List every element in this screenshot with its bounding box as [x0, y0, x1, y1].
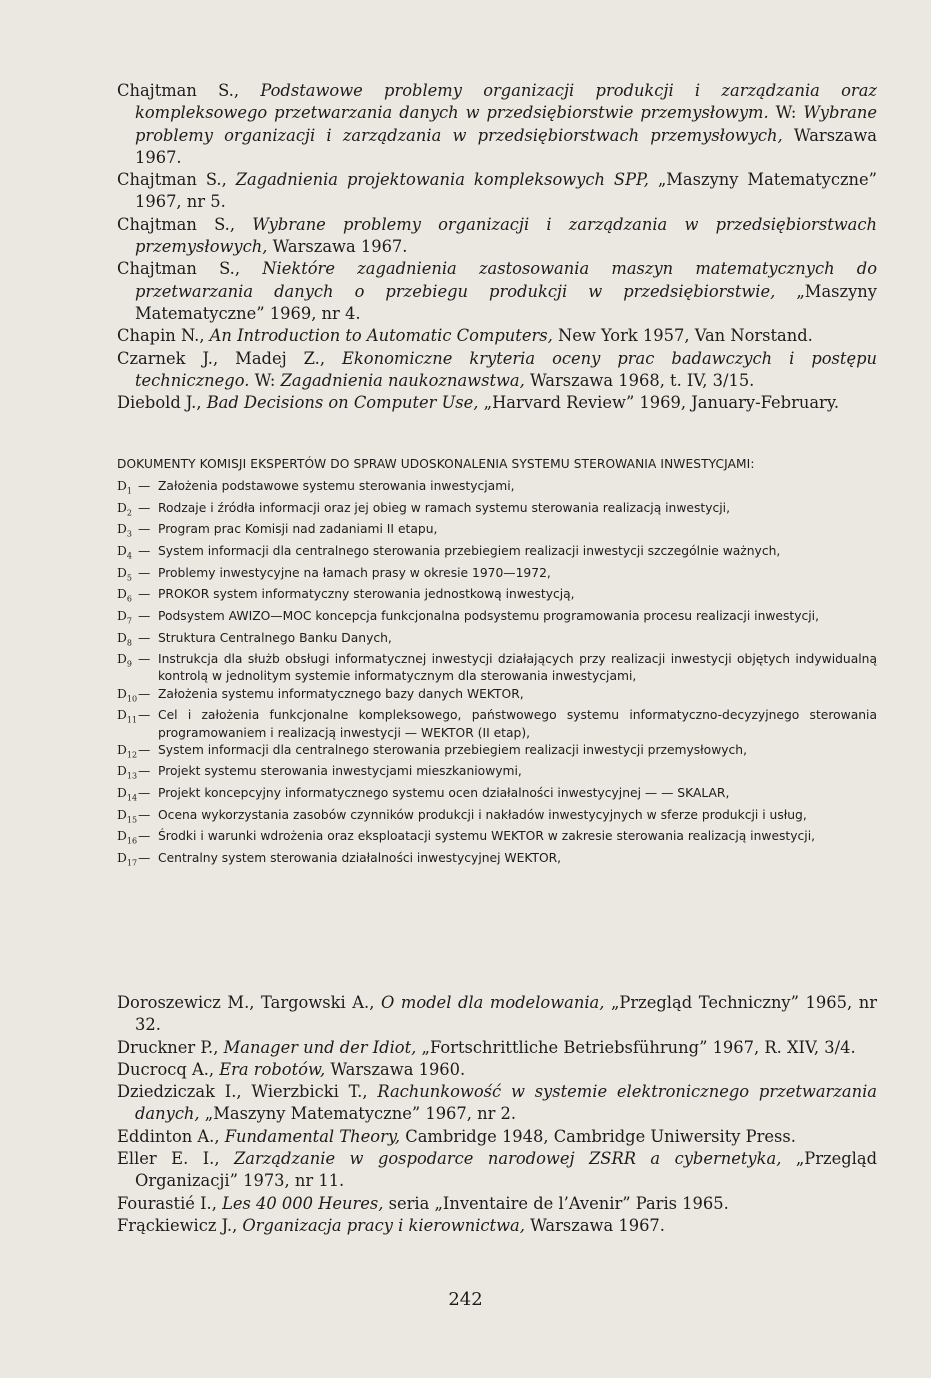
document-dash: — [138, 807, 151, 822]
document-entry [117, 478, 877, 500]
reference-entry [117, 325, 877, 347]
reference-details: Warszawa 1967. [267, 237, 408, 257]
document-dash: — [138, 522, 151, 537]
document-code [117, 543, 138, 565]
document-entry [117, 707, 877, 741]
document-dash: — [138, 500, 151, 515]
document-dash: — [138, 851, 151, 865]
reference-author: Druckner P., [117, 1037, 224, 1057]
document-code-letter: D [117, 786, 127, 801]
document-code [117, 630, 138, 652]
document-description: Struktura Centralnego Banku Danych, [158, 630, 392, 645]
document-entry [117, 543, 877, 565]
document-code [117, 586, 138, 608]
document-description: Projekt koncepcyjny informatycznego systemu ocen działalności inwestycyjnej — — SKALAR, [158, 786, 730, 801]
document-code-letter: D [117, 742, 127, 757]
document-description: Założenia systemu informatycznego bazy danych WEKTOR, [158, 686, 524, 701]
document-code [117, 850, 138, 872]
document-code-number: 5 [126, 573, 132, 583]
document-entry [117, 785, 877, 807]
reference-author: Diebold J., [117, 393, 207, 413]
reference-author: Chajtman S., [117, 214, 253, 234]
document-entry [117, 807, 877, 829]
document-dash: — [138, 764, 151, 779]
reference-details-secondary: Warszawa 1968, t. IV, 3/15. [524, 370, 755, 390]
document-code-letter: D [117, 829, 127, 844]
document-code [117, 742, 138, 764]
document-code [117, 807, 138, 829]
document-code-letter: D [117, 565, 127, 580]
document-code-letter: D [117, 652, 127, 667]
document-code [117, 608, 138, 630]
document-code-number: 4 [126, 551, 132, 561]
document-dash: — [138, 565, 151, 580]
document-description: Instrukcja dla służb obsługi informatycznej inwestycji działających przy realizacji inwestycji objętych indywidualną kontrolą w jednolitym systemie informatycznym dla sterowania inwestycjami, [158, 652, 877, 684]
document-description: Rodzaje i źródła informacji oraz jej obieg w ramach systemu sterowania realizacją inwestycji, [158, 500, 730, 515]
document-code-letter: D [117, 851, 127, 865]
reference-author: Chajtman S., [117, 259, 263, 279]
document-code-letter: D [117, 522, 127, 537]
document-code-number: 7 [126, 616, 132, 626]
reference-title: Les 40 000 Heures, [222, 1193, 384, 1213]
reference-details: seria „Inventaire de l’Avenir” Paris 1965. [383, 1193, 729, 1213]
reference-entry [117, 992, 877, 1037]
document-code-letter: D [117, 686, 127, 701]
document-code [117, 521, 138, 543]
reference-author: Chapin N., [117, 326, 210, 346]
document-entry [117, 651, 877, 685]
document-code-number: 1 [126, 486, 132, 496]
document-description: Założenia podstawowe systemu sterowania inwestycjami, [158, 479, 515, 493]
document-code-number: 16 [126, 836, 138, 846]
document-code [117, 785, 138, 807]
document-code-letter: D [117, 479, 127, 493]
reference-entry [117, 80, 877, 169]
page-number: 242 [448, 1289, 483, 1310]
reference-title: Era robotów, [219, 1059, 326, 1079]
document-code-letter: D [117, 708, 127, 723]
reference-entry [117, 214, 877, 259]
reference-entry [117, 1126, 877, 1148]
document-dash: — [138, 543, 151, 558]
reference-title: Rachunkowość w systemie elektronicznego przetwarzania danych, [135, 1082, 877, 1124]
document-description: System informacji dla centralnego sterowania przebiegiem realizacji inwestycji szczególnie ważnych, [158, 543, 781, 558]
document-description: Projekt systemu sterowania inwestycjami mieszkaniowymi, [158, 764, 522, 779]
reference-author: Chajtman S., [117, 170, 236, 190]
reference-title: Bad Decisions on Computer Use, [206, 393, 479, 413]
reference-author: Chajtman S., [117, 81, 261, 100]
reference-author: Ducrocq A., [117, 1059, 220, 1079]
reference-details-secondary: Warszawa 1967. [135, 125, 877, 167]
document-code-number: 12 [126, 750, 138, 760]
reference-title: Podstawowe problemy organizacji produkcji i zarządzania oraz kompleksowego przetwarzania danych w przedsiębiorstwie przemysłowym. [135, 81, 877, 123]
document-dash: — [138, 652, 151, 667]
document-entry [117, 686, 877, 708]
document-code-letter: D [117, 543, 127, 558]
reference-author: Eller E. I., [117, 1149, 234, 1169]
commission-documents-heading: DOKUMENTY KOMISJI EKSPERTÓW DO SPRAW UDOSKONALENIA SYSTEMU STEROWANIA INWESTYCJAMI: [117, 457, 755, 471]
reference-title: Zagadnienia projektowania kompleksowych SPP, [235, 170, 649, 190]
document-code-letter: D [117, 807, 127, 822]
document-dash: — [138, 742, 151, 757]
document-code-number: 14 [126, 793, 138, 803]
document-dash: — [138, 479, 151, 493]
commission-documents-section [117, 456, 877, 872]
reference-details: New York 1957, Van Norstand. [552, 326, 813, 346]
document-description: Cel i założenia funkcjonalne kompleksowego, państwowego systemu informatyczno-decyzyjnego sterowania programowaniem i realizacją inwestycji — WEKTOR (II etap), [158, 708, 877, 740]
reference-entry [117, 392, 877, 414]
reference-author: Czarnek J., Madej Z., [117, 348, 343, 368]
reference-details: „Maszyny Matematyczne” 1967, nr 5. [135, 170, 877, 212]
reference-title: Niektóre zagadnienia zastosowania maszyn matematycznych do przetwarzania danych o przebiegu produkcji w przedsiębiorstwie, [135, 259, 877, 301]
reference-entry [117, 169, 877, 214]
reference-details: Cambridge 1948, Cambridge Uniwersity Press. [400, 1126, 796, 1146]
reference-details: „Maszyny Matematyczne” 1967, nr 2. [199, 1104, 517, 1124]
reference-author: Fourastié I., [117, 1193, 223, 1213]
document-code-number: 8 [126, 638, 132, 648]
reference-title: O model dla modelowania, [380, 993, 605, 1012]
document-entry [117, 742, 877, 764]
document-code-number: 13 [126, 771, 138, 781]
reference-entry [117, 1081, 877, 1126]
document-entry [117, 521, 877, 543]
reference-title: Zarządzanie w gospodarce narodowej ZSRR a cybernetyka, [233, 1149, 782, 1169]
reference-entry [117, 348, 877, 393]
document-dash: — [138, 708, 151, 723]
reference-details: „Harvard Review” 1969, January-February. [478, 393, 840, 413]
document-code-number: 6 [126, 594, 132, 604]
document-entry [117, 630, 877, 652]
reference-title: Fundamental Theory, [224, 1126, 401, 1146]
document-description: Ocena wykorzystania zasobów czynników produkcji i nakładów inwestycyjnych w sferze produkcji i usług, [158, 807, 807, 822]
reference-details: Warszawa 1967. [524, 1215, 665, 1235]
reference-author: Eddinton A., [117, 1126, 225, 1146]
reference-author: Doroszewicz M., Targowski A., [117, 993, 381, 1012]
reference-details: „Przegląd Organizacji” 1973, nr 11. [135, 1149, 877, 1191]
document-dash: — [138, 829, 151, 844]
reference-title: An Introduction to Automatic Computers, [209, 326, 553, 346]
document-code-letter: D [117, 764, 127, 779]
reference-title: Manager und der Idiot, [223, 1037, 417, 1057]
reference-details: „Przegląd Techniczny” 1965, nr 32. [135, 993, 877, 1035]
document-code-number: 10 [126, 694, 138, 704]
document-dash: — [138, 608, 151, 623]
document-description: Centralny system sterowania działalności inwestycyjnej WEKTOR, [158, 851, 562, 865]
document-code-number: 9 [126, 659, 132, 669]
document-code-letter: D [117, 608, 127, 623]
reference-entry [117, 1148, 877, 1193]
document-code-number: 17 [126, 858, 138, 868]
reference-entry [117, 1193, 877, 1215]
reference-details: W: [768, 103, 804, 123]
reference-details: W: [249, 370, 281, 390]
reference-title-secondary: Zagadnienia naukoznawstwa, [280, 370, 525, 390]
document-entry [117, 828, 877, 850]
document-dash: — [138, 630, 151, 645]
document-entry [117, 500, 877, 522]
document-code [117, 763, 138, 785]
document-entry [117, 850, 877, 872]
document-entry [117, 586, 877, 608]
document-entry [117, 763, 877, 785]
document-code [117, 686, 138, 708]
bibliography-top [117, 80, 877, 414]
reference-author: Dziedziczak I., Wierzbicki T., [117, 1082, 378, 1102]
reference-title: Organizacja pracy i kierownictwa, [242, 1215, 525, 1235]
document-dash: — [138, 587, 151, 602]
document-code-letter: D [117, 500, 127, 515]
document-entry [117, 565, 877, 587]
reference-title-secondary: Wybrane problemy organizacji i zarządzania w przedsiębiorstwach przemysłowych, [135, 103, 877, 145]
document-dash: — [138, 686, 151, 701]
reference-entry [117, 1059, 877, 1081]
document-description: Program prac Komisji nad zadaniami II etapu, [158, 522, 438, 537]
document-dash: — [138, 786, 151, 801]
document-code [117, 651, 138, 685]
document-code-number: 11 [126, 715, 138, 725]
reference-entry [117, 1037, 877, 1059]
document-code-letter: D [117, 630, 127, 645]
document-code [117, 828, 138, 850]
document-entry [117, 608, 877, 630]
document-description: Problemy inwestycyjne na łamach prasy w okresie 1970—1972, [158, 565, 551, 580]
document-code [117, 565, 138, 587]
document-code-number: 3 [126, 529, 132, 539]
document-code-number: 2 [126, 508, 132, 518]
reference-details: „Fortschrittliche Betriebsführung” 1967, R. XIV, 3/4. [416, 1037, 856, 1057]
reference-details: Warszawa 1960. [325, 1059, 466, 1079]
commission-documents-list [117, 478, 877, 872]
document-code [117, 707, 138, 741]
bibliography-bottom [117, 992, 877, 1237]
reference-details: „Maszyny Matematyczne” 1969, nr 4. [135, 281, 877, 323]
document-description: System informacji dla centralnego sterowania przebiegiem realizacji inwestycji przemysłowych, [158, 742, 748, 757]
reference-author: Frąckiewicz J., [117, 1215, 243, 1235]
document-code-number: 15 [126, 815, 138, 825]
document-description: PROKOR system informatyczny sterowania jednostkową inwestycją, [158, 587, 575, 602]
reference-title: Ekonomiczne kryteria oceny prac badawczych i postępu technicznego. [135, 348, 877, 390]
reference-entry [117, 1215, 877, 1237]
document-code-letter: D [117, 587, 127, 602]
reference-title: Wybrane problemy organizacji i zarządzania w przedsiębiorstwach przemysłowych, [135, 214, 877, 257]
document-code [117, 500, 138, 522]
document-description: Podsystem AWIZO—MOC koncepcja funkcjonalna podsystemu programowania procesu realizacji inwestycji, [158, 608, 820, 623]
reference-entry [117, 258, 877, 325]
document-description: Środki i warunki wdrożenia oraz eksploatacji systemu WEKTOR w zakresie sterowania realizacją inwestycji, [158, 829, 816, 844]
document-code [117, 478, 138, 500]
